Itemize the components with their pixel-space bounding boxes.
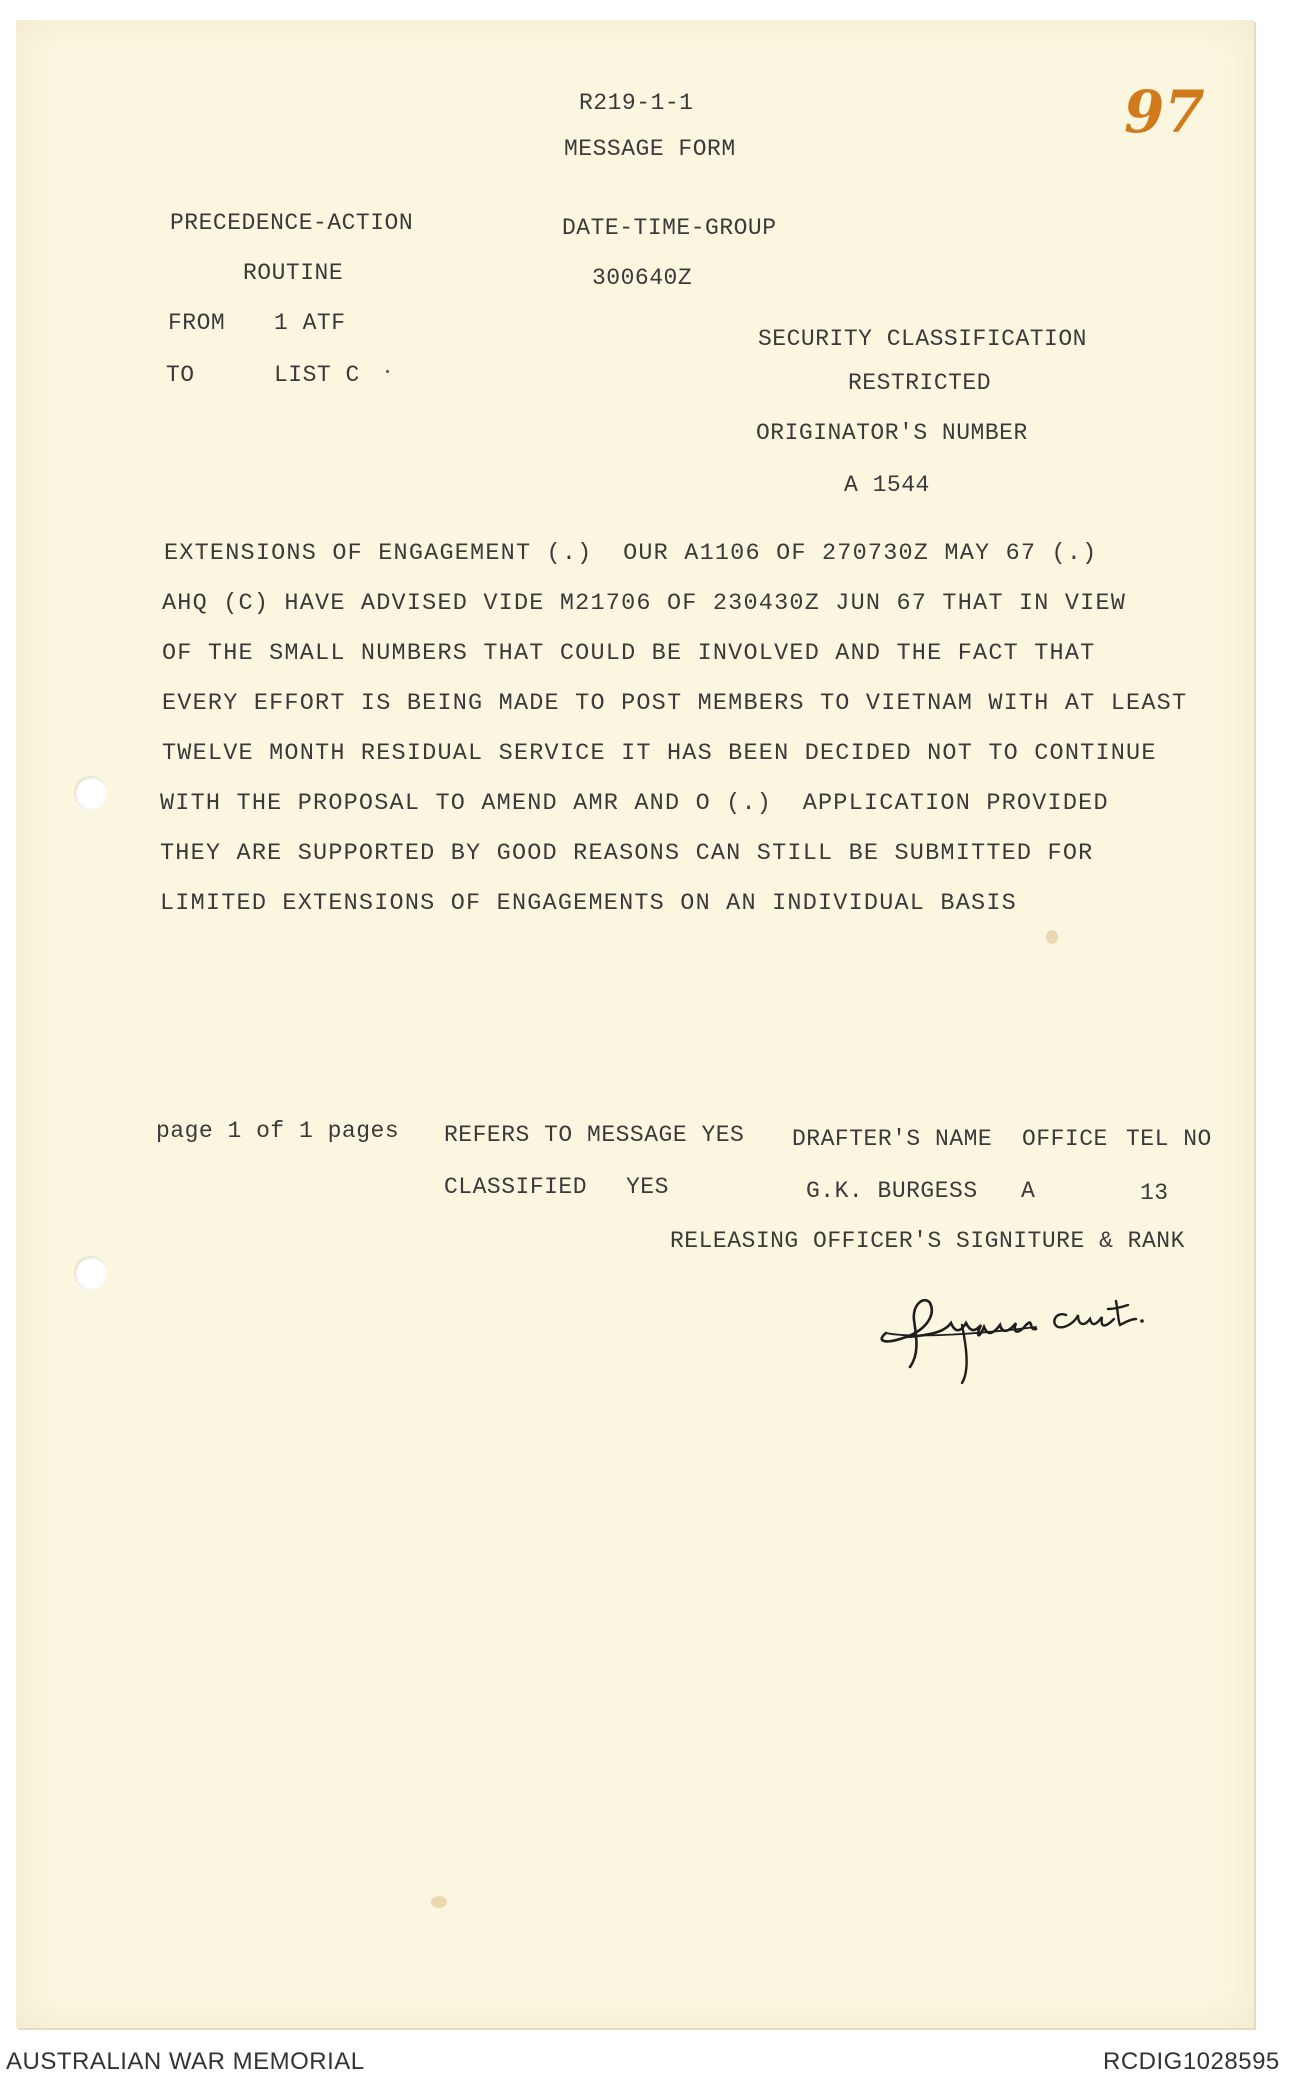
security-value: RESTRICTED	[848, 370, 992, 396]
classified-label: CLASSIFIED	[444, 1174, 588, 1200]
precedence-label: PRECEDENCE-ACTION	[170, 210, 414, 236]
originator-value: A 1544	[844, 472, 930, 498]
dtg-value: 300640Z	[592, 265, 693, 291]
to-label: TO	[166, 362, 195, 388]
message-line: TWELVE MONTH RESIDUAL SERVICE IT HAS BEEN DECIDED NOT TO CONTINUE	[162, 740, 1157, 767]
message-line: THEY ARE SUPPORTED BY GOOD REASONS CAN STILL BE SUBMITTED FOR	[160, 840, 1094, 867]
form-title: MESSAGE FORM	[564, 136, 736, 162]
footer-institution: AUSTRALIAN WAR MEMORIAL	[6, 2048, 365, 2075]
punch-hole	[74, 1256, 108, 1290]
file-reference: R219-1-1	[579, 90, 694, 116]
message-line: OF THE SMALL NUMBERS THAT COULD BE INVOLVED AND THE FACT THAT	[162, 640, 1096, 667]
punch-hole	[74, 776, 108, 810]
paper-speck	[386, 370, 389, 373]
message-line: LIMITED EXTENSIONS OF ENGAGEMENTS ON AN INDIVIDUAL BASIS	[160, 890, 1017, 917]
from-value: 1 ATF	[274, 310, 346, 336]
drafter-value: G.K. BURGESS	[806, 1178, 978, 1204]
dtg-label: DATE-TIME-GROUP	[562, 215, 777, 241]
originator-label: ORIGINATOR'S NUMBER	[756, 420, 1028, 446]
document-sheet	[16, 20, 1254, 2028]
office-label: OFFICE	[1022, 1126, 1108, 1152]
refers-label: REFERS TO MESSAGE YES	[444, 1122, 745, 1148]
message-line: AHQ (C) HAVE ADVISED VIDE M21706 OF 230430Z JUN 67 THAT IN VIEW	[162, 590, 1127, 617]
handwritten-signature	[866, 1275, 1196, 1385]
drafter-label: DRAFTER'S NAME	[792, 1126, 993, 1152]
message-line: EVERY EFFORT IS BEING MADE TO POST MEMBERS TO VIETNAM WITH AT LEAST	[162, 690, 1188, 717]
paper-stain	[1046, 930, 1058, 944]
classified-value: YES	[626, 1174, 669, 1200]
message-line: EXTENSIONS OF ENGAGEMENT (.) OUR A1106 OF 270730Z MAY 67 (.)	[164, 540, 1098, 567]
office-value: A	[1021, 1178, 1036, 1204]
paper-stain	[431, 1896, 447, 1908]
tel-value: 13	[1140, 1180, 1169, 1206]
page-count: page 1 of 1 pages	[156, 1118, 400, 1144]
folio-number: 97	[1124, 78, 1205, 146]
message-line: WITH THE PROPOSAL TO AMEND AMR AND O (.) APPLICATION PROVIDED	[160, 790, 1109, 817]
from-label: FROM	[168, 310, 226, 336]
to-value: LIST C	[274, 362, 360, 388]
tel-label: TEL NO	[1126, 1126, 1212, 1152]
precedence-value: ROUTINE	[243, 260, 344, 286]
security-label: SECURITY CLASSIFICATION	[758, 326, 1087, 352]
footer-record-id: RCDIG1028595	[1103, 2048, 1280, 2075]
releasing-label: RELEASING OFFICER'S SIGNITURE & RANK	[670, 1228, 1185, 1254]
